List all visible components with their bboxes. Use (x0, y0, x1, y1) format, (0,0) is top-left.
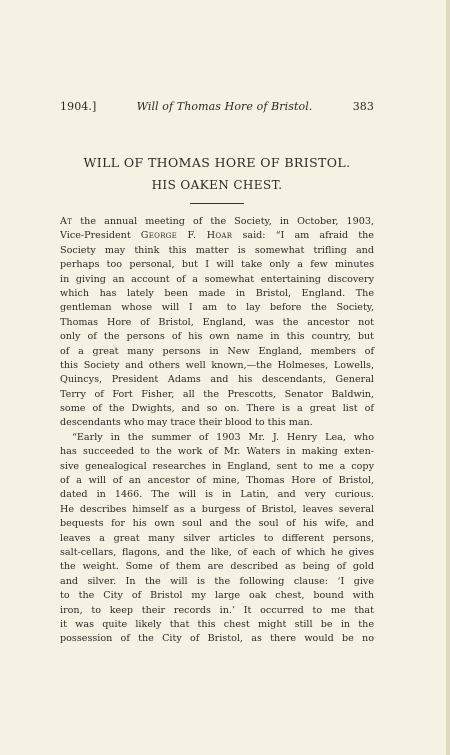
title-rule (190, 203, 244, 204)
body-line (60, 301, 374, 315)
body-line (60, 560, 374, 574)
body-line (60, 532, 374, 546)
body-text-run: has succeeded to the work of Mr. Waters in making exten- (60, 446, 374, 458)
body-text-run: Society may think this matter is somewhat trifling and (60, 244, 374, 256)
body-text-run: iron, to keep their records in.’ It occurred to me that (60, 604, 374, 616)
body-text-run: Thomas Hore of Bristol, England, was the ancestor not (60, 316, 374, 328)
body-text-run: descendants who may trace their blood to this man. (60, 417, 313, 429)
body-text-run: the annual meeting of the Society, in October, 1903, (72, 216, 374, 227)
page-number: 383 (352, 100, 374, 113)
body-text-run: it was quite likely that this chest might still be in the (60, 618, 374, 630)
body-text-run: some of the Dwights, and so on. There is a great list of (60, 403, 374, 415)
body-line (60, 618, 374, 632)
body-line (60, 474, 374, 488)
body-line (60, 215, 374, 229)
body-text-run: only of the persons of his own name in this country, but (60, 331, 374, 343)
body-text-run: this Society and others well known,—the Holmeses, Lowells, (60, 359, 374, 371)
body-text-run: salt-cellars, flagons, and the like, of each of which he gives (60, 546, 374, 558)
body-line (60, 316, 374, 330)
body-text-run: “Early in the summer of 1903 Mr. J. Henry Lea, who (72, 431, 374, 443)
body-text-run: sive genealogical researches in England, sent to me a copy (60, 460, 374, 472)
body-line (60, 460, 374, 474)
body-text-run: of a will of an ancestor of mine, Thomas Hore of Bristol, (60, 475, 374, 487)
body-line (60, 632, 374, 646)
body-line (60, 589, 374, 603)
body-text-run: Vice-President (60, 230, 141, 242)
body-line (60, 575, 374, 589)
body-line (60, 330, 374, 344)
body-text-run: He describes himself as a burgess of Bristol, leaves several (60, 503, 374, 515)
small-caps-text: George F. Hoar (140, 230, 233, 242)
body-line (60, 488, 374, 502)
body-text-run: said: “I am afraid the (232, 230, 374, 242)
running-head (60, 100, 374, 113)
body-text-run: leaves a great many silver articles to different persons, (60, 532, 374, 544)
body-line (60, 359, 374, 373)
body-line (60, 416, 374, 430)
article-body (60, 215, 374, 647)
body-line (60, 503, 374, 517)
body-line (60, 373, 374, 387)
body-line (60, 258, 374, 272)
body-text-run: Terry of Fort Fisher, all the Prescotts, Senator Baldwin, (60, 388, 374, 400)
running-head-title: Will of Thomas Hore of Bristol. (136, 100, 313, 113)
body-text-run: possession of the City of Bristol, as there would be no (60, 633, 374, 645)
body-line (60, 244, 374, 258)
body-line (60, 229, 374, 243)
body-text-run: gentleman whose will I am to lay before the Society, (60, 302, 374, 314)
body-text-run: and silver. In the will is the following clause: ‘I give (60, 575, 374, 587)
body-line (60, 517, 374, 531)
body-text-run: which has lately been made in Bristol, England. The (60, 287, 374, 299)
body-text-run: of a great many persons in New England, members of (60, 345, 374, 357)
body-line (60, 273, 374, 287)
body-line (60, 287, 374, 301)
body-text-run: bequests for his own soul and the soul of his wife, and (60, 518, 374, 530)
body-line (60, 546, 374, 560)
body-text-run: to the City of Bristol my large oak chest, bound with (60, 590, 374, 602)
body-line (60, 345, 374, 359)
body-line (60, 604, 374, 618)
body-line (60, 431, 374, 445)
article-subtitle: HIS OAKEN CHEST. (151, 178, 283, 192)
small-caps-text: At (60, 216, 73, 227)
body-line (60, 402, 374, 416)
body-text-run: the weight. Some of them are described as being of gold (60, 561, 374, 573)
body-line (60, 445, 374, 459)
body-text-run: Quincys, President Adams and his descendants, General (60, 374, 374, 386)
body-text-run: perhaps too personal, but I will take only a few minutes (60, 259, 374, 271)
body-text-run: dated in 1466. The will is in Latin, and very curious. (60, 489, 374, 501)
article-title: WILL OF THOMAS HORE OF BRISTOL. (83, 155, 351, 170)
body-text-run: in giving an account of a somewhat entertaining discovery (60, 273, 374, 285)
body-line (60, 388, 374, 402)
running-head-volume-year: 1904.] (60, 100, 97, 113)
